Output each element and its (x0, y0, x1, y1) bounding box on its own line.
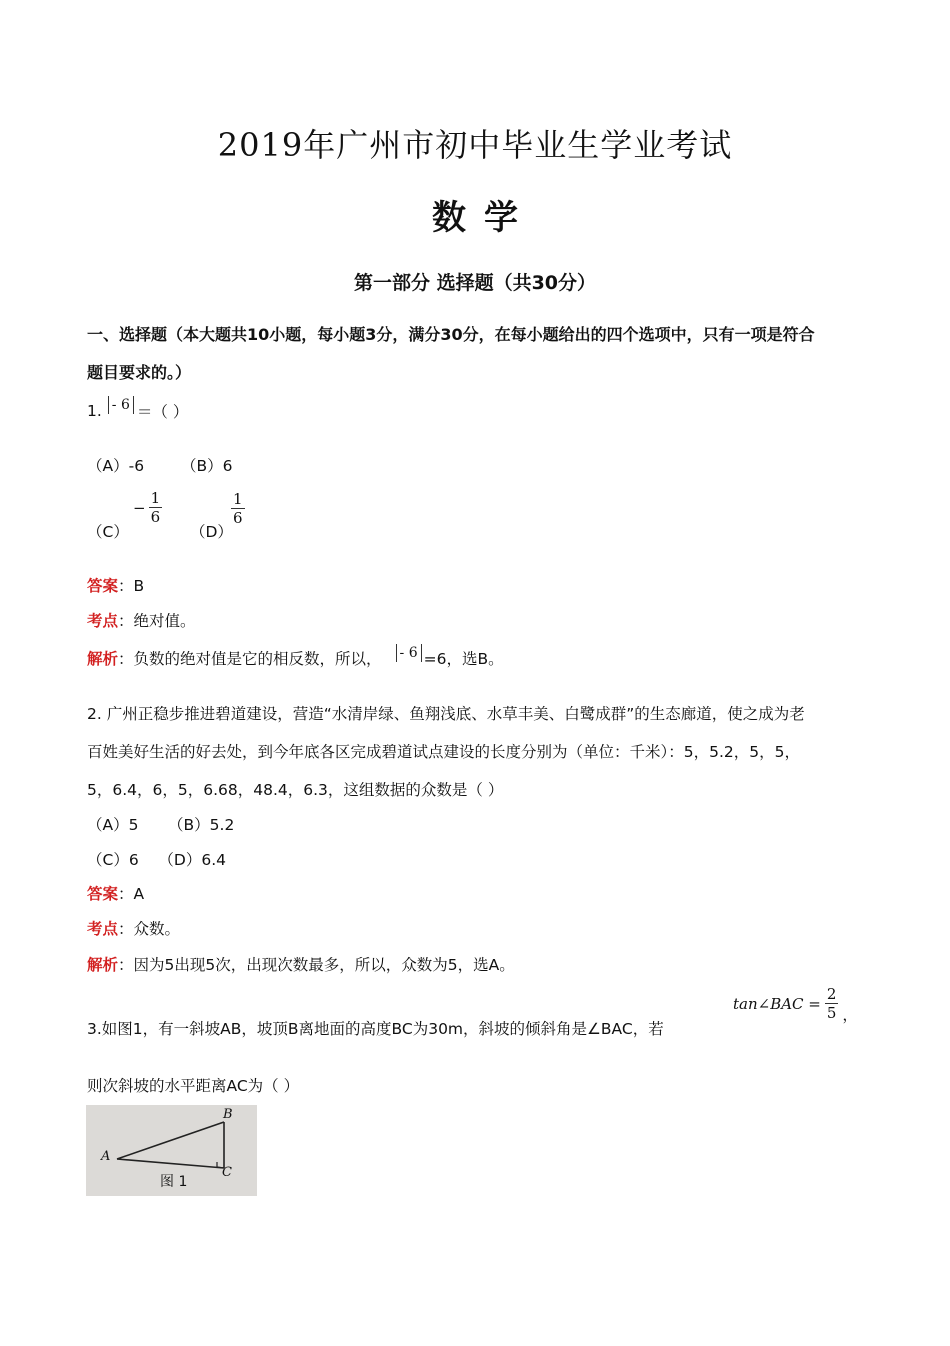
q1-number: 1. (87, 402, 102, 420)
figure-1-slope (86, 1105, 257, 1196)
q1-point-label: 考点 (87, 612, 119, 630)
q1-option-c-denominator: 6 (150, 508, 161, 526)
q1-point (87, 609, 196, 631)
q1-option-c-label: （C） (87, 523, 129, 541)
part-heading: 第一部分 选择题（共30分） (353, 272, 597, 294)
q2-stem-line3: 5，6.4，6，5，6.68，48.4，6.3，这组数据的众数是（ ） (87, 781, 504, 799)
q1-answer-value: ：B (118, 577, 145, 595)
section-instructions-line1: 一、选择题（本大题共10小题，每小题3分，满分30分，在每小题给出的四个选项中，只有一项是符合 (87, 325, 815, 344)
q3-formula-denominator: 5 (826, 1004, 837, 1022)
q1-option-d-fraction (231, 489, 245, 527)
q1-option-c-frac (149, 489, 163, 526)
q2-answer-value: ：A (118, 885, 145, 903)
q1-option-d-frac (231, 490, 245, 527)
q1-option-a: （A）-6 (87, 457, 145, 475)
q1-point-value: ：绝对值。 (118, 612, 196, 630)
q1-option-c-numerator: 1 (150, 489, 161, 507)
q1-abs-value: - 6 (108, 396, 134, 414)
q1-option-b: （B）6 (181, 457, 233, 475)
q1-analysis-text: ：负数的绝对值是它的相反数，所以， (118, 650, 382, 668)
q2-stem-line1: 2. 广州正稳步推进碧道建设，营造“水清岸绿、鱼翔浅底、水草丰美、白鹭成群”的生态廊道，使之成为老 (87, 705, 805, 723)
q1-analysis (87, 647, 504, 669)
subject-title: 数学 (432, 198, 536, 238)
q3-formula-prefix: tan∠BAC = (733, 994, 821, 1013)
q2-point-value: ：众数。 (118, 920, 181, 938)
q1-option-c-fraction (133, 489, 162, 526)
q1-analysis-abs: - 6 (396, 644, 422, 662)
q2-answer (87, 882, 144, 904)
q3-tan-formula (733, 985, 858, 1022)
q2-analysis-label: 解析 (87, 956, 119, 974)
figure-caption: 图 1 (160, 1174, 188, 1190)
figure-label-a: A (101, 1149, 111, 1164)
q1-stem-tail: ＝（ ） (136, 403, 189, 421)
q1-analysis-label: 解析 (87, 650, 119, 668)
q1-option-d-numerator: 1 (233, 490, 243, 508)
q1-option-d-label: （D） (190, 523, 233, 541)
figure-label-b: B (223, 1107, 233, 1122)
ground-line-ac (117, 1159, 224, 1168)
q1-analysis-result: =6，选B。 (423, 650, 504, 668)
q2-point-label: 考点 (87, 920, 119, 938)
q2-options-cd: （C）6 （D）6.4 (87, 851, 226, 869)
figure-label-c: C (222, 1165, 232, 1180)
q2-analysis (87, 953, 515, 975)
q2-point (87, 917, 180, 939)
q1-option-d-denominator: 6 (233, 509, 243, 527)
q3-stem-line1: 3.如图1，有一斜坡AB，坡顶B离地面的高度BC为30m，斜坡的倾斜角是∠BAC，若 (87, 1020, 664, 1038)
q2-answer-label: 答案 (87, 885, 119, 903)
q1-answer (87, 574, 144, 596)
q3-formula-fraction (825, 985, 839, 1022)
q2-stem-line2: 百姓美好生活的好去处，到今年底各区完成碧道试点建设的长度分别为（单位：千米）：5，5.2，5，5， (87, 743, 800, 761)
exam-title: 2019年广州市初中毕业生学业考试 (217, 126, 733, 164)
q1-option-c-sign: − (133, 498, 146, 517)
q3-formula-comma: ， (842, 1005, 858, 1024)
q3-stem-line2: 则次斜坡的水平距离AC为（ ） (87, 1077, 300, 1095)
section-instructions-line2: 题目要求的。） (87, 363, 192, 382)
slope-line-ab (117, 1122, 224, 1159)
q1-answer-label: 答案 (87, 577, 119, 595)
q3-formula-numerator: 2 (826, 985, 837, 1003)
q2-options-ab: （A）5 （B）5.2 (87, 816, 235, 834)
q2-analysis-text: ：因为5出现5次，出现次数最多，所以，众数为5，选A。 (118, 956, 515, 974)
q1-stem (87, 397, 189, 422)
